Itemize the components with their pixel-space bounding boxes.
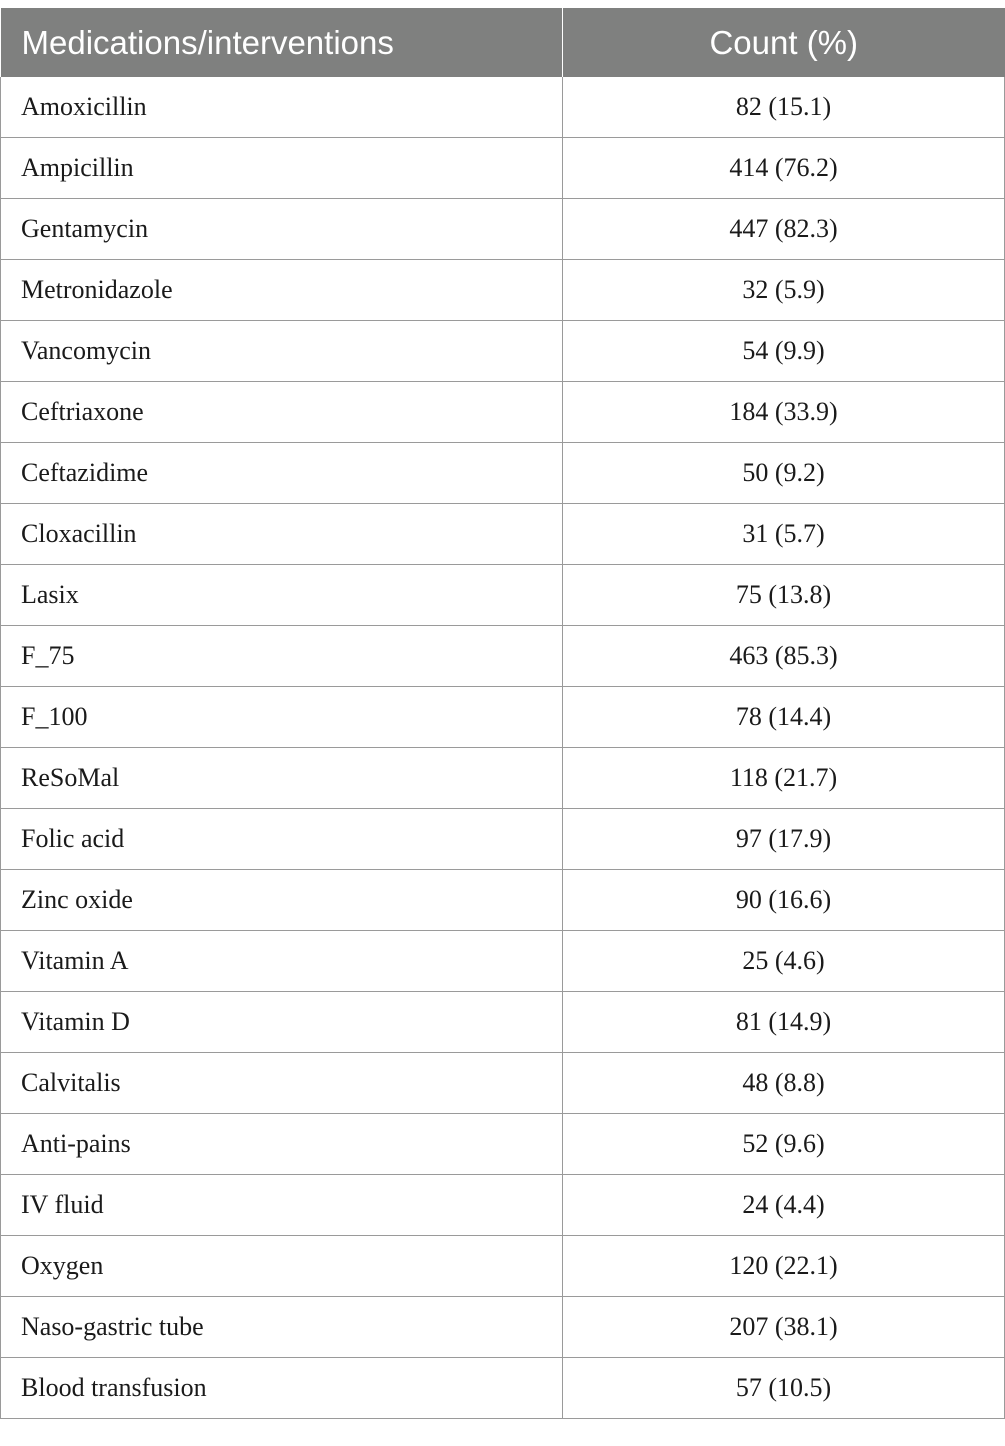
medication-name-cell: Zinc oxide [1,870,563,931]
medication-name-cell: Ceftazidime [1,443,563,504]
count-percent-cell: 24 (4.4) [563,1175,1005,1236]
table-row [1,199,1005,260]
medication-name-cell: Amoxicillin [1,77,563,138]
column-header-count: Count (%) [563,8,1005,77]
header-row [1,8,1005,77]
medication-name-cell: Calvitalis [1,1053,563,1114]
table-row [1,138,1005,199]
count-percent-cell: 81 (14.9) [563,992,1005,1053]
medication-name-cell: Oxygen [1,1236,563,1297]
table-row [1,1236,1005,1297]
medication-name-cell: Vitamin A [1,931,563,992]
count-percent-cell: 52 (9.6) [563,1114,1005,1175]
table-row [1,1053,1005,1114]
table-row [1,382,1005,443]
table-row [1,443,1005,504]
table-row [1,809,1005,870]
count-percent-cell: 120 (22.1) [563,1236,1005,1297]
count-percent-cell: 207 (38.1) [563,1297,1005,1358]
column-header-medications: Medications/interventions [1,8,563,77]
count-percent-cell: 184 (33.9) [563,382,1005,443]
medication-name-cell: Folic acid [1,809,563,870]
medication-name-cell: Lasix [1,565,563,626]
table-row [1,1358,1005,1419]
count-percent-cell: 82 (15.1) [563,77,1005,138]
table-row [1,1114,1005,1175]
count-percent-cell: 50 (9.2) [563,443,1005,504]
table-row [1,1297,1005,1358]
count-percent-cell: 97 (17.9) [563,809,1005,870]
medication-name-cell: IV fluid [1,1175,563,1236]
table-row [1,260,1005,321]
count-percent-cell: 48 (8.8) [563,1053,1005,1114]
table-row [1,1175,1005,1236]
table-row [1,931,1005,992]
table-row [1,687,1005,748]
medication-name-cell: F_75 [1,626,563,687]
count-percent-cell: 31 (5.7) [563,504,1005,565]
medications-table [0,8,1005,1419]
table-row [1,504,1005,565]
count-percent-cell: 463 (85.3) [563,626,1005,687]
table-row [1,626,1005,687]
medication-name-cell: ReSoMal [1,748,563,809]
count-percent-cell: 414 (76.2) [563,138,1005,199]
table-row [1,870,1005,931]
medication-name-cell: Ampicillin [1,138,563,199]
count-percent-cell: 54 (9.9) [563,321,1005,382]
count-percent-cell: 78 (14.4) [563,687,1005,748]
table-row [1,565,1005,626]
count-percent-cell: 57 (10.5) [563,1358,1005,1419]
count-percent-cell: 447 (82.3) [563,199,1005,260]
table-row [1,992,1005,1053]
medication-name-cell: Naso-gastric tube [1,1297,563,1358]
table-header [1,8,1005,77]
count-percent-cell: 32 (5.9) [563,260,1005,321]
medication-name-cell: Blood transfusion [1,1358,563,1419]
count-percent-cell: 118 (21.7) [563,748,1005,809]
medication-name-cell: Vitamin D [1,992,563,1053]
table-body [1,77,1005,1419]
count-percent-cell: 25 (4.6) [563,931,1005,992]
medication-name-cell: Vancomycin [1,321,563,382]
medications-table-container [0,8,1004,1419]
medication-name-cell: Ceftriaxone [1,382,563,443]
medication-name-cell: Anti-pains [1,1114,563,1175]
medication-name-cell: F_100 [1,687,563,748]
table-row [1,748,1005,809]
count-percent-cell: 90 (16.6) [563,870,1005,931]
table-row [1,77,1005,138]
medication-name-cell: Cloxacillin [1,504,563,565]
count-percent-cell: 75 (13.8) [563,565,1005,626]
medication-name-cell: Gentamycin [1,199,563,260]
table-row [1,321,1005,382]
medication-name-cell: Metronidazole [1,260,563,321]
